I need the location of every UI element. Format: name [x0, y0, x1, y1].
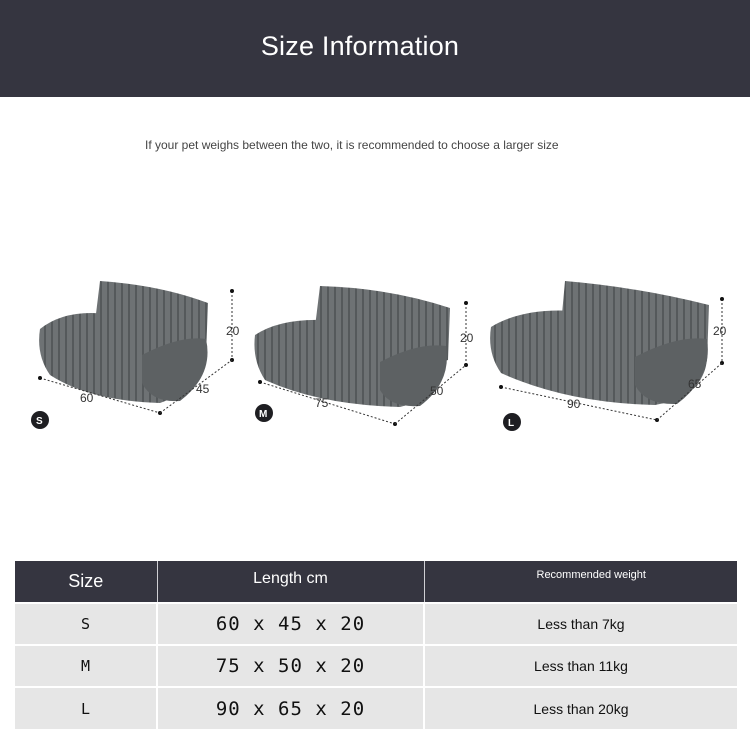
table-row [15, 687, 737, 729]
table-header-row [15, 561, 737, 603]
row-length-cell: 60 x 45 x 20 [157, 603, 424, 645]
table-row [15, 645, 737, 687]
size-column-header: Size [15, 561, 157, 603]
row-size-cell: M [15, 645, 157, 687]
small-height-label: 20 [226, 324, 240, 338]
row-size-cell: L [15, 687, 157, 729]
large-width-label: 65 [688, 377, 702, 391]
medium-width-label: 50 [430, 384, 444, 398]
row-length-cell: 90 x 65 x 20 [157, 687, 424, 729]
small-bed-illustration [30, 265, 245, 430]
large-height-label: 20 [713, 324, 727, 338]
row-weight-cell: Less than 20kg [424, 687, 737, 729]
size-chart-table [15, 561, 737, 729]
medium-badge-letter: M [259, 409, 268, 420]
header-banner [0, 0, 750, 97]
medium-height-label: 20 [460, 331, 474, 345]
product-small [30, 265, 245, 435]
large-badge-letter: L [508, 418, 515, 429]
row-length-cell: 75 x 50 x 20 [157, 645, 424, 687]
medium-length-label: 75 [315, 396, 329, 410]
small-width-label: 45 [196, 382, 210, 396]
product-medium [250, 280, 480, 450]
page-title: Size Information [260, 31, 460, 61]
length-column-header: Length cm [157, 561, 424, 603]
small-length-label: 60 [80, 391, 94, 405]
size-recommendation-note: If your pet weighs between the two, it is recommended to choose a larger size [145, 138, 559, 152]
row-weight-cell: Less than 7kg [424, 603, 737, 645]
medium-bed-illustration [250, 280, 480, 445]
table-row [15, 603, 737, 645]
weight-column-header: Recommended weight [424, 561, 737, 603]
product-large [487, 277, 732, 447]
row-weight-cell: Less than 11kg [424, 645, 737, 687]
large-bed-illustration [487, 277, 732, 442]
product-size-gallery [0, 255, 750, 445]
row-size-cell: S [15, 603, 157, 645]
small-badge-letter: S [36, 416, 43, 427]
large-length-label: 90 [567, 397, 581, 411]
